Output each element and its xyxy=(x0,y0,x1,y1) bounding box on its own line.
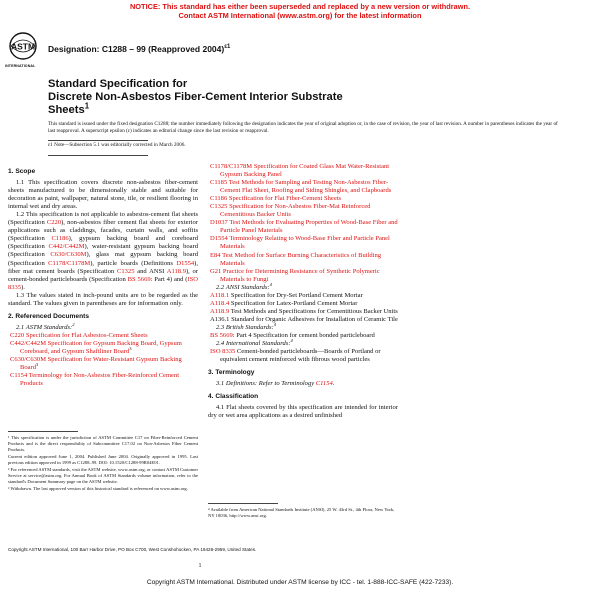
footnote-1: ¹ This specification is under the jurisdiction of ASTM Committee C17 on Fiber-Reinforced Cement Products and is the direct responsibility of Subcommittee C17.02 on Non-Asbestos Fiber Cement Products. xyxy=(8,435,198,452)
withdrawal-notice xyxy=(0,3,600,20)
link-c220[interactable]: C220 xyxy=(46,219,62,227)
link-ref-e84[interactable]: E84 xyxy=(210,251,221,259)
link-ref-g21[interactable]: G21 xyxy=(210,267,222,275)
link-ref-iso8335[interactable]: ISO 8335 xyxy=(210,348,236,356)
link-ref-c630[interactable]: C630/C630M xyxy=(10,356,47,364)
link-c1186[interactable]: C1186 xyxy=(51,235,69,243)
link-bs5669[interactable]: BS 5669 xyxy=(127,275,151,283)
ref-c1178: C1178/C1178M Specification for Coated Glass Mat Water-Resistant Gypsum Backing Panel xyxy=(210,163,390,179)
link-ref-a118-4[interactable]: A118.4 xyxy=(210,299,230,307)
logo-wordmark: INTERNATIONAL xyxy=(5,64,36,68)
link-ref-c220[interactable]: C220 xyxy=(10,331,25,339)
page-number: 1 xyxy=(198,563,202,569)
ref-a136-1: A136.1 Standard for Organic Adhesives for Installation of Ceramic Tile xyxy=(210,315,398,323)
link-iso8335[interactable]: ISO 8335 xyxy=(8,275,198,291)
designation: Designation: C1288 – 99 (Reapproved 2004)$^{\varepsilon 1}$ xyxy=(48,44,231,54)
ref-c442: C442/C442M Specification for Gypsum Backing Board, Gypsum Coreboard, and Gypsum Shaftliner Board$^3$ xyxy=(10,339,182,355)
link-ref-c1185[interactable]: C1185 xyxy=(210,179,228,187)
footnote-4: ⁴ Available from American National Standards Institute (ANSI), 25 W. 43rd St., 4th Floor, New York, NY 10036, http://www.ansi.org. xyxy=(208,507,395,518)
editorial-note: ε1 Note—Subsection 5.1 was editorially corrected in March 2006. xyxy=(48,142,186,148)
link-ref-c1154[interactable]: C1154 xyxy=(10,372,28,380)
link-ref-c442[interactable]: C442/C442M xyxy=(10,339,47,347)
link-ref-c1186[interactable]: C1186 xyxy=(210,195,228,203)
license-footer: Copyright ASTM International. Distributed under ASTM license by ICC - tel. 1-888-ICC-SAFE (422-7233). xyxy=(146,579,454,586)
ref-d1554: D1554 Terminology Relating to Wood-Base Fiber and Particle Panel Materials xyxy=(210,235,390,251)
notice-line-1: NOTICE: This standard has either been superseded and replaced by a new version or withdrawn. xyxy=(129,2,471,11)
link-ref-c1325[interactable]: C1325 xyxy=(210,203,228,211)
link-ref-a118-9[interactable]: A118.9 xyxy=(210,307,230,315)
footnote-3: ³ Withdrawn. The last approved version of this historical standard is referenced on www.astm.org. xyxy=(8,485,188,491)
link-ref-d1037[interactable]: D1037 xyxy=(210,219,228,227)
link-c1154-term[interactable]: C1154 xyxy=(315,380,333,388)
notice-line-2: Contact ASTM International (www.astm.org) for the latest information xyxy=(178,10,422,20)
link-a118-9[interactable]: A118.9 xyxy=(166,267,186,275)
note-divider xyxy=(48,140,148,141)
paragraph-1-3: 1.3 The values stated in inch-pound units are to be regarded as the standard. The values given in parentheses are for information only. xyxy=(8,291,198,307)
astm-logo-icon xyxy=(8,30,38,64)
link-ref-a118-1[interactable]: A118.1 xyxy=(210,291,230,299)
link-ref-d1554[interactable]: D1554 xyxy=(210,235,228,243)
footnote-2: ² For referenced ASTM standards, visit the ASTM website, www.astm.org, or contact ASTM Customer Service at service@astm.org. For Annual Book of ASTM Standards volume information, refer to the standard's Document Summary page on the ASTM website. xyxy=(8,466,198,484)
footnote-divider-left xyxy=(8,431,78,432)
paragraph-1-2: 1.2 This specification is not applicable to asbestos-cement flat sheets (Specification C220), non-asbestos fiber cement flat sheets for exterior applications such as claddings, facades, curtain walls, and soffits (Specification C1186), gypsum backing board and coreboard (Specification C442/C442M), water-resistant gypsum backing board (Specification C630/C630M), glass mat gypsum backing board (Specification C1178/C1178M), particle boards (Definitions D1554), fiber mat cement boards (Specification C1325 and ANSI A118.9), or cement-bonded particleboards (Specification BS 5669: Part 4) and (ISO 8335). xyxy=(8,211,199,291)
link-c630[interactable]: C630/C630M xyxy=(50,251,87,259)
link-c1178[interactable]: C1178/C1178M xyxy=(48,259,91,267)
ref-d1037: D1037 Test Methods for Evaluating Properties of Wood-Base Fiber and Particle Panel Materials xyxy=(210,219,398,235)
section-heading-references: 2. Referenced Documents xyxy=(8,312,89,320)
section-heading-scope: 1. Scope xyxy=(8,168,36,175)
ref-iso8335: ISO 8335 Cement-bonded particleboards—Boards of Portland or equivalent cement reinforced with fibrous wood particles xyxy=(210,348,381,364)
link-ref-bs5669[interactable]: BS 5669 xyxy=(210,331,233,339)
ref-c630: C630/C630M Specification for Water-Resistant Gypsum Backing Board$^3$ xyxy=(10,356,182,372)
subsection-2-3: 2.3 British Standards:$^4$ xyxy=(216,321,277,331)
issue-note: This standard is issued under the fixed designation C1288; the number immediately following the designation indicates the year of original adoption or, in the case of revision, the year of last revision. A number in parentheses indicates the year of last reapproval. A superscript epsilon (ε) indicates an editorial change since the last revision or reapproval. xyxy=(48,121,558,134)
link-d1554[interactable]: D1554 xyxy=(176,259,195,267)
ref-a118-9: A118.9 Test Methods and Specifications for Cementitious Backer Units xyxy=(210,307,398,315)
footnote-1b: Current edition approved June 1, 2004. Published June 2004. Originally approved in 1995. Last previous edition approved in 1999 as C1288–99. DOI: 10.1520/C1288-99R04E01. xyxy=(8,453,198,465)
footnotes-left xyxy=(8,435,198,493)
ref-a118-4: A118.4 Specification for Latex-Portland Cement Mortar xyxy=(210,299,358,307)
ref-e84: E84 Test Method for Surface Burning Characteristics of Building Materials xyxy=(210,251,382,267)
section-heading-terminology: 3. Terminology xyxy=(208,369,255,377)
ref-c220: C220 Specification for Flat Asbestos-Cement Sheets xyxy=(10,331,148,339)
link-c1325[interactable]: C1325 xyxy=(117,267,135,275)
subsection-2-1: 2.1 ASTM Standards:$^2$ xyxy=(16,321,75,331)
subsection-2-4: 2.4 International Standards:$^4$ xyxy=(216,337,293,348)
paragraph-1-1: 1.1 This specification covers discrete non-asbestos fiber-cement sheets manufactured to be dimensionally stable and suitable for decoration as paint, wallpaper, natural stone, tile, or resilient flooring in internal wet and dry areas. xyxy=(8,179,198,211)
note-divider-2 xyxy=(48,155,148,156)
paragraph-3-1: 3.1 Definitions: Refer to Terminology C1154. xyxy=(216,380,335,388)
copyright-line: Copyright ASTM International, 100 Barr Harbor Drive, PO Box C700, West Conshohocken, PA 19428-2959, United States. xyxy=(8,547,257,552)
ref-c1325: C1325 Specification for Non-Asbestos Fiber-Mat Reinforced Cementitious Backer Units xyxy=(210,203,371,219)
ref-c1186: C1186 Specification for Flat Fiber-Cement Sheets xyxy=(210,195,342,203)
ref-c1154: C1154 Terminology for Non-Asbestos Fiber-Reinforced Cement Products xyxy=(10,372,180,388)
link-c442[interactable]: C442/C442M xyxy=(48,243,85,251)
left-column xyxy=(8,168,198,388)
ref-g21: G21 Practice for Determining Resistance of Synthetic Polymeric Materials to Fungi xyxy=(210,267,380,283)
right-column xyxy=(208,163,398,420)
footnote-divider-right xyxy=(208,503,278,504)
section-heading-classification: 4. Classification xyxy=(208,393,259,401)
document-title: Standard Specification for Discrete Non-Asbestos Fiber-Cement Interior Substrate Sheets$^1$ xyxy=(48,78,343,116)
svg-text:ASTM: ASTM xyxy=(10,41,36,52)
subsection-2-2: 2.2 ANSI Standards:$^4$ xyxy=(216,281,272,291)
link-ref-c1178[interactable]: C1178/C1178M xyxy=(210,163,253,170)
ref-a118-1: A118.1 Specification for Dry-Set Portland Cement Mortar xyxy=(210,291,363,299)
ref-c1185: C1185 Test Methods for Sampling and Testing Non-Asbestos Fiber-Cement Flat Sheet, Roofing and Siding Shingles, and Clapboards xyxy=(210,179,392,195)
paragraph-4-1: 4.1 Flat sheets covered by this specification are intended for interior dry or wet area applications as a desired unfinished xyxy=(208,404,398,420)
ref-bs5669: BS 5669: Part 4 Specification for cement bonded particleboard xyxy=(210,331,375,339)
